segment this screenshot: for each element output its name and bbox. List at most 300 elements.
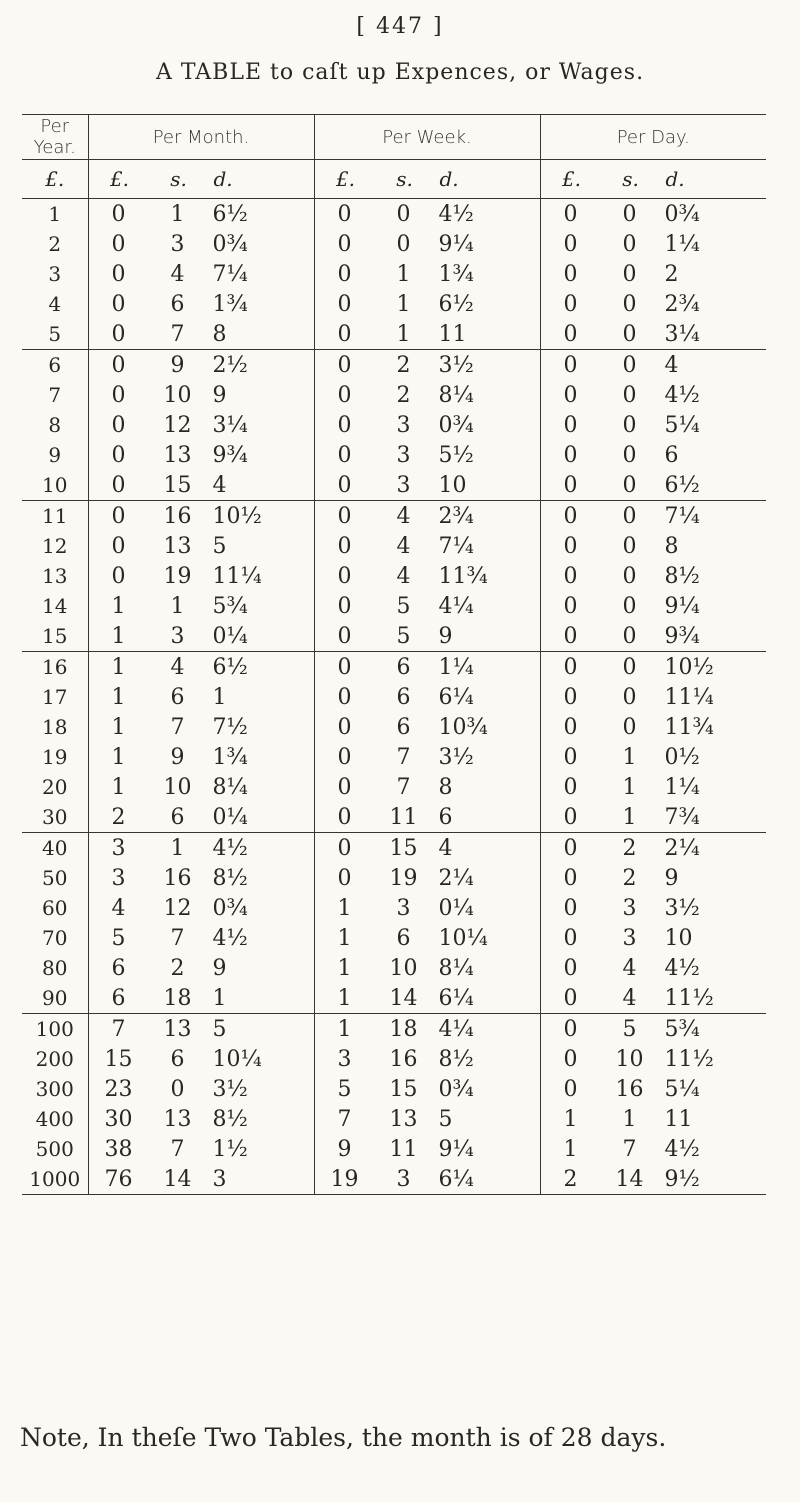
shillings-cell: 0 — [396, 201, 411, 227]
shillings-cell: 10 — [615, 1046, 644, 1072]
table-row — [22, 1104, 766, 1134]
pence-cell: 2¼ — [438, 865, 474, 891]
pence-cell: 1 — [212, 684, 227, 710]
pence-cell: 11¾ — [438, 563, 488, 589]
pounds-cell: 0 — [337, 533, 352, 559]
shillings-cell: 3 — [622, 895, 637, 921]
pence-cell: 5½ — [438, 442, 474, 468]
per-day-value — [541, 715, 767, 740]
shillings-cell: 6 — [396, 714, 411, 740]
pounds-cell: 1 — [337, 955, 352, 981]
pence-cell: 6¼ — [438, 985, 474, 1011]
pounds-cell: 0 — [337, 472, 352, 498]
shillings-cell: 18 — [163, 985, 192, 1011]
table-row — [22, 501, 766, 532]
per-year-value: 90 — [22, 983, 88, 1014]
shillings-cell: 1 — [396, 291, 411, 317]
table-row — [22, 712, 766, 742]
pence-cell: 11½ — [664, 985, 714, 1011]
pence-cell: 7¾ — [664, 804, 700, 830]
per-year-value: 19 — [42, 745, 68, 769]
pence-cell: 2¼ — [664, 835, 700, 861]
pounds-cell: 0 — [563, 654, 578, 680]
per-week-value — [315, 866, 540, 891]
per-year-value: 15 — [22, 621, 88, 652]
per-year-value: 300 — [35, 1077, 74, 1101]
per-day-value — [541, 655, 767, 680]
pounds-cell: 0 — [111, 472, 126, 498]
per-month-value — [89, 1017, 314, 1042]
shillings-cell: 12 — [163, 412, 192, 438]
per-month-value — [89, 564, 314, 589]
pounds-cell: 0 — [337, 684, 352, 710]
per-month-value — [89, 685, 314, 710]
per-month-value — [89, 202, 314, 227]
shillings-cell: 7 — [170, 925, 185, 951]
per-year-value: 10 — [22, 470, 88, 501]
pence-cell: 10¾ — [438, 714, 488, 740]
shillings-cell: 6 — [170, 291, 185, 317]
per-week-value — [315, 292, 540, 317]
pounds-cell: 0 — [111, 261, 126, 287]
pounds-cell: 1 — [337, 925, 352, 951]
pounds-cell: 0 — [337, 563, 352, 589]
shillings-cell: 19 — [163, 563, 192, 589]
per-week-value — [315, 443, 540, 468]
pence-cell: 9 — [212, 955, 227, 981]
table-row — [22, 772, 766, 802]
shillings-cell: 16 — [615, 1076, 644, 1102]
pounds-cell: 0 — [337, 593, 352, 619]
pounds-cell: 1 — [337, 895, 352, 921]
shillings-cell: 11 — [389, 1136, 418, 1162]
pounds-cell: 0 — [563, 835, 578, 861]
per-week-value — [315, 534, 540, 559]
shillings-cell: 6 — [170, 1046, 185, 1072]
per-month-value — [89, 866, 314, 891]
pence-cell: 1½ — [212, 1136, 248, 1162]
per-week-value — [315, 1167, 540, 1192]
pence-cell: 4 — [212, 472, 227, 498]
page-number: [ 447 ] — [356, 14, 444, 39]
unit-pounds: £. — [109, 167, 130, 191]
shillings-cell: 0 — [622, 261, 637, 287]
pence-cell: 8½ — [438, 1046, 474, 1072]
pounds-cell: 1 — [111, 714, 126, 740]
pence-cell: 3½ — [664, 895, 700, 921]
per-week-value — [315, 685, 540, 710]
per-year-value: 14 — [42, 594, 68, 618]
pence-cell: 6 — [438, 804, 453, 830]
pence-cell: 4½ — [664, 1136, 700, 1162]
pounds-cell: 0 — [563, 321, 578, 347]
per-week-value — [315, 262, 540, 287]
pence-cell: 9¼ — [664, 593, 700, 619]
per-day-value — [541, 262, 767, 287]
pence-cell: 4¼ — [438, 1016, 474, 1042]
table-title: A TABLE to caſt up Expences, or Wages. — [155, 60, 645, 85]
per-day-value — [541, 745, 767, 770]
pounds-cell: 0 — [563, 442, 578, 468]
table-row — [22, 893, 766, 923]
table-row — [22, 289, 766, 319]
per-week-value — [315, 383, 540, 408]
unit-pence: d. — [665, 167, 685, 191]
per-day-value — [541, 685, 767, 710]
per-month-value — [89, 1077, 314, 1102]
per-day-value — [541, 1137, 767, 1162]
per-month-value — [89, 956, 314, 981]
pence-cell: 3¼ — [212, 412, 248, 438]
header-row — [22, 115, 766, 160]
pounds-cell: 6 — [111, 985, 126, 1011]
pence-cell: 0¾ — [664, 201, 700, 227]
pounds-cell: 0 — [337, 774, 352, 800]
per-year-value: 4 — [48, 292, 62, 316]
per-year-value: 80 — [42, 956, 68, 980]
pence-cell: 3 — [212, 1166, 227, 1192]
shillings-cell: 13 — [163, 1106, 192, 1132]
pence-cell: 6 — [664, 442, 679, 468]
pence-cell: 1¼ — [438, 654, 474, 680]
per-year-value: 3 — [48, 262, 62, 286]
shillings-cell: 6 — [170, 804, 185, 830]
pounds-cell: 5 — [111, 925, 126, 951]
per-year-value: 6 — [48, 353, 62, 377]
per-month-value — [89, 262, 314, 287]
shillings-cell: 15 — [389, 835, 418, 861]
pence-cell: 0¼ — [212, 623, 248, 649]
per-day-value — [541, 473, 767, 498]
per-week-value — [315, 715, 540, 740]
pounds-cell: 9 — [337, 1136, 352, 1162]
per-week-value — [315, 564, 540, 589]
pounds-cell: 0 — [337, 503, 352, 529]
shillings-cell: 3 — [396, 472, 411, 498]
per-day-value — [541, 353, 767, 378]
shillings-cell: 1 — [170, 835, 185, 861]
pounds-cell: 1 — [111, 774, 126, 800]
pounds-cell: 0 — [563, 352, 578, 378]
pounds-cell: 3 — [111, 865, 126, 891]
table-row — [22, 259, 766, 289]
pounds-cell: 0 — [563, 684, 578, 710]
shillings-cell: 19 — [389, 865, 418, 891]
pounds-cell: 0 — [563, 382, 578, 408]
pounds-cell: 0 — [563, 503, 578, 529]
per-day-value — [541, 534, 767, 559]
unit-pounds: £. — [335, 167, 356, 191]
pounds-cell: 23 — [104, 1076, 133, 1102]
pence-cell: 5 — [212, 533, 227, 559]
pence-cell: 7¼ — [212, 261, 248, 287]
table-row — [22, 1164, 766, 1195]
per-year-value: 1000 — [22, 1164, 88, 1195]
per-day-value — [541, 292, 767, 317]
pence-cell: 4½ — [212, 835, 248, 861]
shillings-cell: 0 — [622, 684, 637, 710]
shillings-cell: 16 — [389, 1046, 418, 1072]
pence-cell: 0¼ — [212, 804, 248, 830]
shillings-cell: 0 — [622, 533, 637, 559]
pence-cell: 11 — [438, 321, 467, 347]
unit-row — [22, 160, 766, 199]
pounds-cell: 0 — [337, 231, 352, 257]
per-week-value — [315, 1107, 540, 1132]
per-year-value: 13 — [42, 564, 68, 588]
shillings-cell: 3 — [396, 1166, 411, 1192]
per-month-value — [89, 322, 314, 347]
shillings-cell: 7 — [396, 744, 411, 770]
footnote: Note, In theſe Two Tables, the month is of 28 days. — [20, 1423, 667, 1452]
pence-cell: 7¼ — [664, 503, 700, 529]
pence-cell: 8 — [664, 533, 679, 559]
pence-cell: 9¼ — [438, 231, 474, 257]
table-row — [22, 591, 766, 621]
pence-cell: 5¼ — [664, 1076, 700, 1102]
pounds-cell: 0 — [563, 291, 578, 317]
per-week-value — [315, 775, 540, 800]
pounds-cell: 38 — [104, 1136, 133, 1162]
per-month-value — [89, 926, 314, 951]
pounds-cell: 0 — [563, 261, 578, 287]
pounds-cell: 0 — [337, 804, 352, 830]
per-day-value — [541, 383, 767, 408]
shillings-cell: 16 — [163, 865, 192, 891]
pence-cell: 6½ — [664, 472, 700, 498]
per-year-value: 8 — [48, 413, 62, 437]
per-month-value — [89, 986, 314, 1011]
pence-cell: 4 — [664, 352, 679, 378]
pounds-cell: 0 — [563, 714, 578, 740]
shillings-cell: 7 — [396, 774, 411, 800]
shillings-cell: 1 — [622, 744, 637, 770]
shillings-cell: 0 — [622, 563, 637, 589]
pence-cell: 4¼ — [438, 593, 474, 619]
pence-cell: 11¼ — [664, 684, 714, 710]
per-month-value — [89, 443, 314, 468]
shillings-cell: 3 — [396, 412, 411, 438]
pounds-cell: 0 — [563, 472, 578, 498]
shillings-cell: 18 — [389, 1016, 418, 1042]
pounds-cell: 0 — [563, 623, 578, 649]
shillings-cell: 4 — [622, 985, 637, 1011]
per-day-value — [541, 926, 767, 951]
pence-cell: 4½ — [664, 382, 700, 408]
per-month-value — [89, 594, 314, 619]
table-row — [22, 923, 766, 953]
per-month-value — [89, 383, 314, 408]
table-row — [22, 350, 766, 381]
pence-cell: 3½ — [438, 352, 474, 378]
shillings-cell: 2 — [622, 865, 637, 891]
pounds-cell: 15 — [104, 1046, 133, 1072]
unit-pence: d. — [213, 167, 233, 191]
shillings-cell: 0 — [396, 231, 411, 257]
per-month-value — [89, 655, 314, 680]
pounds-cell: 0 — [563, 744, 578, 770]
per-week-value — [315, 322, 540, 347]
per-week-value — [315, 655, 540, 680]
header-per-week: Per Week. — [314, 115, 540, 160]
per-year-value: 16 — [42, 655, 68, 679]
per-year-value: 50 — [42, 866, 68, 890]
shillings-cell: 2 — [622, 835, 637, 861]
pence-cell: 9½ — [664, 1166, 700, 1192]
pounds-cell: 0 — [337, 654, 352, 680]
pence-cell: 11¾ — [664, 714, 714, 740]
shillings-cell: 14 — [615, 1166, 644, 1192]
pounds-cell: 0 — [563, 231, 578, 257]
per-day-value — [541, 504, 767, 529]
per-year-value: 11 — [42, 504, 68, 528]
pence-cell: 9¼ — [438, 1136, 474, 1162]
shillings-cell: 0 — [622, 503, 637, 529]
shillings-cell: 15 — [389, 1076, 418, 1102]
unit-shillings: s. — [396, 167, 413, 191]
pounds-cell: 1 — [563, 1136, 578, 1162]
pence-cell: 10½ — [212, 503, 262, 529]
per-month-value — [89, 504, 314, 529]
pence-cell: 0½ — [664, 744, 700, 770]
pounds-cell: 0 — [563, 955, 578, 981]
shillings-cell: 0 — [622, 321, 637, 347]
unit-pounds: £. — [561, 167, 582, 191]
per-month-value — [89, 1137, 314, 1162]
pence-cell: 9 — [664, 865, 679, 891]
shillings-cell: 11 — [389, 804, 418, 830]
per-year-value: 17 — [42, 685, 68, 709]
table-row — [22, 470, 766, 501]
per-day-value — [541, 624, 767, 649]
shillings-cell: 3 — [170, 231, 185, 257]
pounds-cell: 0 — [563, 804, 578, 830]
pence-cell: 1¼ — [664, 774, 700, 800]
pence-cell: 6½ — [438, 291, 474, 317]
per-week-value — [315, 896, 540, 921]
shillings-cell: 9 — [170, 744, 185, 770]
pence-cell: 4½ — [212, 925, 248, 951]
pounds-cell: 0 — [337, 201, 352, 227]
per-month-value — [89, 775, 314, 800]
pence-cell: 0¾ — [438, 1076, 474, 1102]
shillings-cell: 4 — [396, 563, 411, 589]
pounds-cell: 0 — [111, 291, 126, 317]
pounds-cell: 0 — [337, 412, 352, 438]
per-month-value — [89, 896, 314, 921]
pounds-cell: 0 — [563, 925, 578, 951]
per-year-value: 100 — [35, 1017, 74, 1041]
per-month-value — [89, 473, 314, 498]
pence-cell: 8 — [438, 774, 453, 800]
per-month-value — [89, 1107, 314, 1132]
pence-cell: 5 — [212, 1016, 227, 1042]
pence-cell: 9¾ — [212, 442, 248, 468]
pounds-cell: 7 — [111, 1016, 126, 1042]
table-row — [22, 1014, 766, 1045]
pounds-cell: 0 — [337, 865, 352, 891]
pence-cell: 11¼ — [212, 563, 262, 589]
per-day-value — [541, 1047, 767, 1072]
per-week-value — [315, 202, 540, 227]
per-day-value — [541, 986, 767, 1011]
pounds-cell: 0 — [337, 352, 352, 378]
pounds-cell: 76 — [104, 1166, 133, 1192]
pence-cell: 5 — [438, 1106, 453, 1132]
per-week-value — [315, 473, 540, 498]
pounds-cell: 0 — [563, 412, 578, 438]
pence-cell: 8½ — [212, 1106, 248, 1132]
per-week-value — [315, 745, 540, 770]
per-year-value: 1 — [48, 202, 62, 226]
per-month-value — [89, 624, 314, 649]
pence-cell: 7½ — [212, 714, 248, 740]
per-year-value: 5 — [22, 319, 88, 350]
per-month-value — [89, 353, 314, 378]
pence-cell: 6½ — [212, 201, 248, 227]
table-row — [22, 229, 766, 259]
shillings-cell: 0 — [622, 231, 637, 257]
pence-cell: 6¼ — [438, 1166, 474, 1192]
per-year-value: 60 — [42, 896, 68, 920]
table-row — [22, 531, 766, 561]
pounds-cell: 3 — [337, 1046, 352, 1072]
pounds-cell: 0 — [337, 291, 352, 317]
per-year-value: 200 — [35, 1047, 74, 1071]
shillings-cell: 2 — [396, 352, 411, 378]
pence-cell: 10¼ — [212, 1046, 262, 1072]
per-week-value — [315, 1047, 540, 1072]
shillings-cell: 5 — [396, 623, 411, 649]
pence-cell: 3½ — [212, 1076, 248, 1102]
per-week-value — [315, 413, 540, 438]
table-row — [22, 802, 766, 833]
table-row — [22, 742, 766, 772]
per-year-value: 400 — [35, 1107, 74, 1131]
unit-year: £. — [22, 160, 88, 199]
shillings-cell: 7 — [622, 1136, 637, 1162]
pounds-cell: 1 — [111, 623, 126, 649]
shillings-cell: 5 — [622, 1016, 637, 1042]
per-week-value — [315, 1137, 540, 1162]
pounds-cell: 0 — [563, 201, 578, 227]
shillings-cell: 3 — [396, 895, 411, 921]
shillings-cell: 16 — [163, 503, 192, 529]
shillings-cell: 6 — [396, 684, 411, 710]
pounds-cell: 7 — [337, 1106, 352, 1132]
pence-cell: 2 — [664, 261, 679, 287]
pounds-cell: 1 — [563, 1106, 578, 1132]
pence-cell: 7¼ — [438, 533, 474, 559]
shillings-cell: 1 — [622, 804, 637, 830]
per-week-value — [315, 836, 540, 861]
pounds-cell: 30 — [104, 1106, 133, 1132]
per-day-value — [541, 836, 767, 861]
table-row — [22, 833, 766, 864]
per-year-value: 7 — [48, 383, 62, 407]
shillings-cell: 4 — [622, 955, 637, 981]
pence-cell: 9 — [438, 623, 453, 649]
shillings-cell: 0 — [622, 442, 637, 468]
pounds-cell: 0 — [111, 321, 126, 347]
shillings-cell: 0 — [622, 352, 637, 378]
pence-cell: 8¼ — [212, 774, 248, 800]
pounds-cell: 1 — [111, 654, 126, 680]
shillings-cell: 13 — [163, 533, 192, 559]
shillings-cell: 6 — [170, 684, 185, 710]
shillings-cell: 6 — [396, 925, 411, 951]
per-month-value — [89, 805, 314, 830]
